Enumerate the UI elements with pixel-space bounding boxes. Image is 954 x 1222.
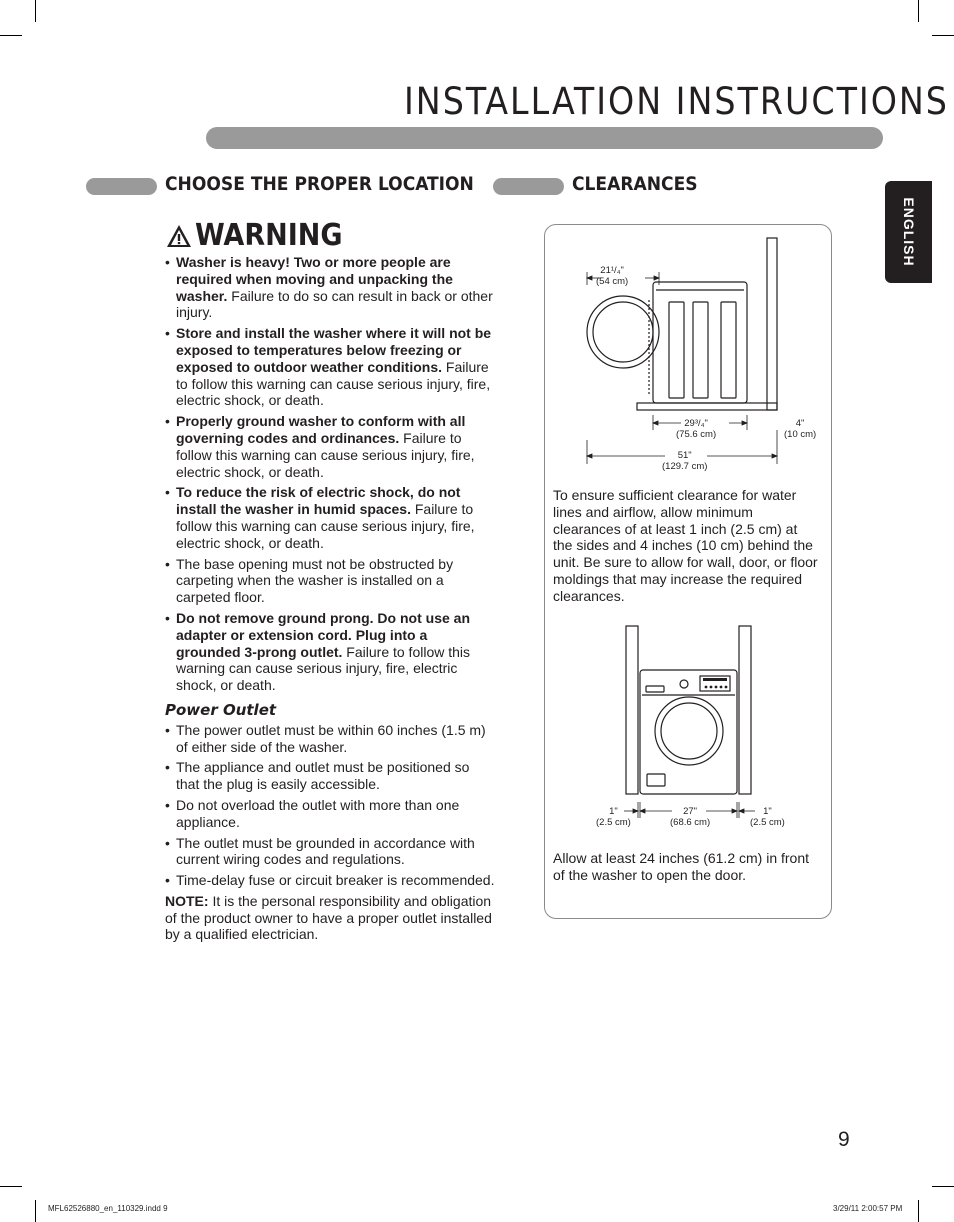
power-outlet-item: • The appliance and outlet must be positioned so that the plug is easily accessible.: [165, 759, 495, 793]
power-outlet-item: • Time-delay fuse or circuit breaker is recommended.: [165, 872, 495, 889]
crop-mark: [932, 1186, 954, 1187]
warning-item: [165, 556, 495, 606]
clearance-paragraph: To ensure sufficient clearance for water lines and airflow, allow minimum clearances of at least 1 inch (2.5 cm) at the sides and 4 inches (10 cm) behind the unit. Be sure to allow for wall, door, or floor moldings that may increase the required clearances.: [553, 487, 818, 604]
page-number: 9: [838, 1128, 850, 1151]
dim-value-cm: (10 cm): [784, 429, 817, 440]
dim-value-cm: (54 cm): [596, 276, 629, 287]
warning-bold-text: Store and install the washer where it will not be exposed to temperatures below freezing or exposed to outdoor weather conditions.: [176, 325, 492, 375]
back-dimension: [784, 418, 816, 440]
dim-value: 27": [683, 806, 698, 817]
depth-dimension: [676, 418, 716, 440]
power-outlet-item: • Do not overload the outlet with more than one appliance.: [165, 797, 495, 831]
power-outlet-list: [165, 722, 495, 889]
warning-item: [165, 325, 495, 409]
dim-value-cm: (129.7 cm): [662, 461, 708, 472]
section-pill: [86, 178, 157, 195]
warning-heading: [166, 218, 342, 253]
warning-item: [165, 610, 495, 694]
warning-label: WARNING: [195, 218, 343, 253]
dim-value-cm: (2.5 cm): [596, 817, 631, 828]
dim-value-cm: (2.5 cm): [750, 817, 785, 828]
note-label: NOTE:: [165, 892, 209, 909]
dim-value: 51": [677, 450, 692, 461]
power-outlet-item: • The outlet must be grounded in accordance with current wiring codes and regulations.: [165, 835, 495, 869]
warning-list: [165, 254, 495, 694]
clearances-heading: CLEARANCES: [572, 173, 698, 195]
warning-item: [165, 413, 495, 480]
warning-bold-text: Do not remove ground prong. Do not use an adapter or extension cord. Plug into a grounded 3-prong outlet.: [176, 609, 470, 660]
section-pill: [493, 178, 564, 195]
crop-mark: [0, 35, 22, 36]
total-dimension: [662, 450, 707, 472]
dim-value: 4": [795, 418, 805, 429]
footer-left: MFL62526880_en_110329.indd 9: [48, 1204, 168, 1213]
power-outlet-item: • The power outlet must be within 60 inches (1.5 m) of either side of the washer.: [165, 722, 495, 756]
warning-bold-text: To reduce the risk of electric shock, do not install the washer in humid spaces.: [176, 484, 461, 518]
location-heading: CHOOSE THE PROPER LOCATION: [165, 173, 474, 195]
page-title: INSTALLATION INSTRUCTIONS: [404, 80, 949, 123]
warning-item: [165, 484, 495, 551]
left-gap-dimension: [596, 806, 631, 828]
dim-value: 1": [609, 806, 618, 817]
language-tab-label: ENGLISH: [900, 197, 917, 267]
crop-mark: [932, 35, 954, 36]
crop-mark: [35, 0, 36, 22]
crop-mark: [918, 0, 919, 22]
dim-value-cm: (68.6 cm): [670, 817, 711, 828]
note-text: It is the personal responsibility and obligation of the product owner to have a proper outlet installed by a qualified electrician.: [165, 892, 492, 943]
language-tab: [885, 181, 932, 283]
left-column: [165, 254, 495, 943]
warning-text: The base opening must not be obstructed by carpeting when the washer is installed on a carpeted floor.: [176, 555, 454, 606]
front-view-diagram: [580, 618, 800, 818]
warning-text: Failure to follow this warning can cause serious injury, fire, electric shock, or death.: [176, 429, 475, 480]
dim-value: 29³/₄": [684, 418, 708, 429]
warning-text: Failure to follow this warning can cause serious injury, fire, electric shock, or death.: [176, 501, 475, 551]
width-dimension: [670, 806, 710, 828]
note: [165, 893, 495, 943]
power-outlet-heading: Power Outlet: [165, 700, 277, 719]
right-gap-dimension: [750, 806, 785, 828]
warning-text: Failure to do so can result in back or other injury.: [176, 287, 493, 321]
dim-value-cm: (75.6 cm): [676, 429, 717, 440]
dim-value: 1": [763, 806, 772, 817]
warning-text: Failure to follow this warning can cause serious injury, fire, electric shock, or death.: [176, 643, 471, 694]
warning-text: Failure to follow this warning can cause serious injury, fire, electric shock, or death.: [176, 358, 491, 409]
warning-bold-text: Washer is heavy! Two or more people are required when moving and unpacking the washer.: [176, 254, 453, 304]
warning-item: [165, 254, 495, 321]
door-dimension: [596, 265, 628, 287]
door-paragraph: Allow at least 24 inches (61.2 cm) in front of the washer to open the door.: [553, 850, 810, 883]
title-bar: [206, 127, 883, 149]
warning-triangle-icon: [166, 224, 192, 248]
warning-bold-text: Properly ground washer to conform with all governing codes and ordinances.: [176, 413, 466, 446]
crop-mark: [918, 1200, 919, 1222]
crop-mark: [35, 1200, 36, 1222]
dim-value: 21¹/₄": [600, 265, 624, 276]
crop-mark: [0, 1186, 22, 1187]
footer-right: 3/29/11 2:00:57 PM: [833, 1204, 903, 1213]
